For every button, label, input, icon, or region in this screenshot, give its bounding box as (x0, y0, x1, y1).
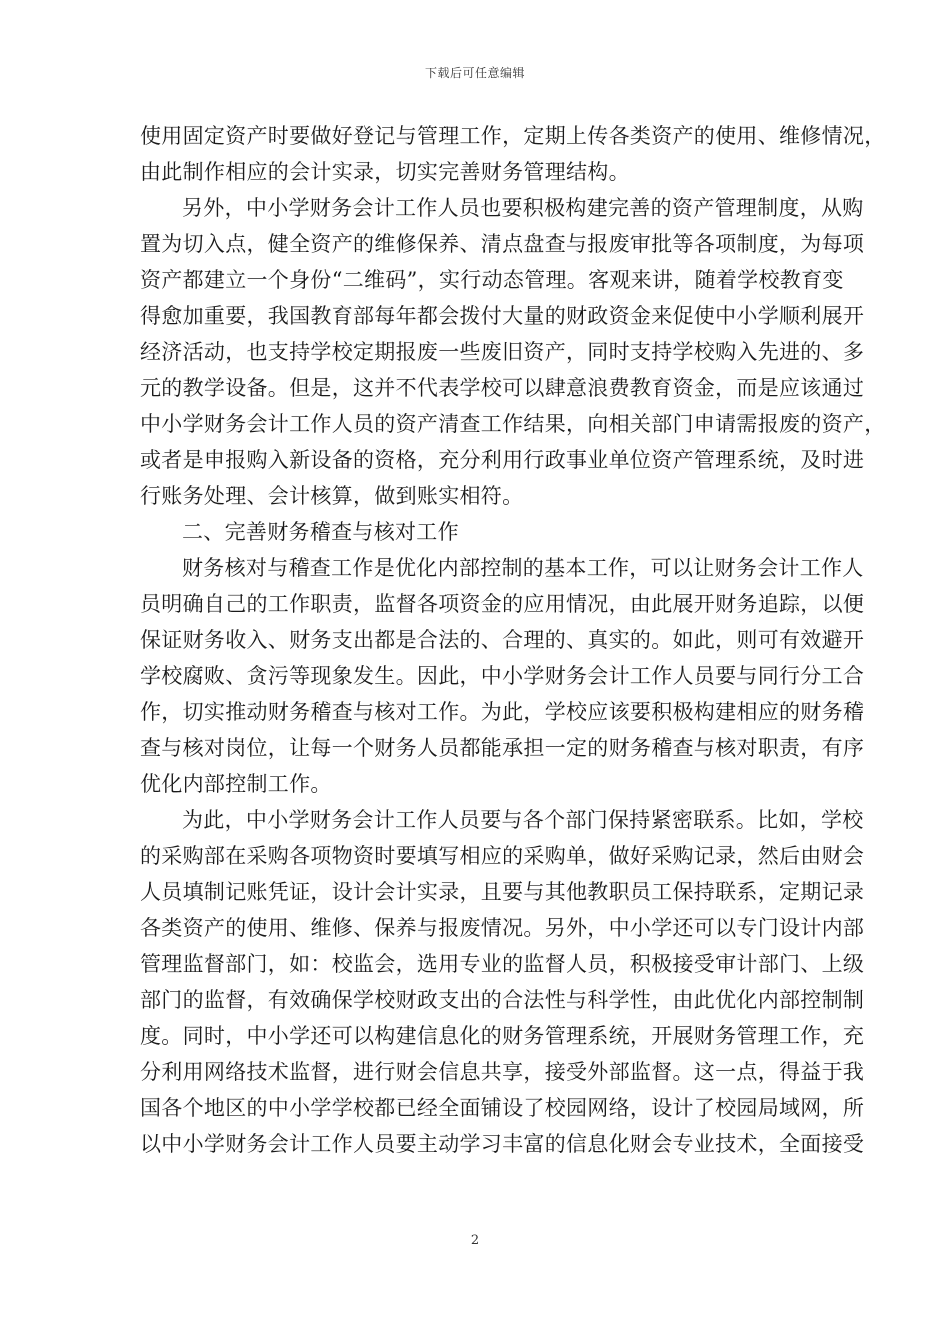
paragraph-first-line: 另外，中小学财务会计工作人员也要积极构建完善的资产管理制度，从购 (182, 196, 864, 220)
text-line: 优化内部控制工作。 (140, 772, 332, 796)
paragraph-first-line: 为此，中小学财务会计工作人员要与各个部门保持紧密联系。比如，学校 (182, 808, 864, 832)
text-line: 以中小学财务会计工作人员要主动学习丰富的信息化财会专业技术，全面接受 (140, 1132, 865, 1156)
text-line: 或者是申报购入新设备的资格，充分利用行政事业单位资产管理系统，及时进 (140, 448, 865, 472)
text-line: 置为切入点，健全资产的维修保养、清点盘查与报废审批等各项制度，为每项 (140, 232, 865, 256)
text-line: 分利用网络技术监督，进行财会信息共享，接受外部监督。这一点，得益于我 (140, 1060, 865, 1084)
text-line: 度。同时，中小学还可以构建信息化的财务管理系统，开展财务管理工作，充 (140, 1024, 865, 1048)
text-line: 行账务处理、会计核算，做到账实相符。 (140, 484, 524, 508)
text-line: 的采购部在采购各项物资时要填写相应的采购单，做好采购记录，然后由财会 (140, 844, 865, 868)
text-line: 部门的监督，有效确保学校财政支出的合法性与科学性，由此优化内部控制制 (140, 988, 865, 1012)
document-body (140, 118, 886, 1162)
text-line: 各类资产的使用、维修、保养与报废情况。另外，中小学还可以专门设计内部 (140, 916, 865, 940)
text-line: 由此制作相应的会计实录，切实完善财务管理结构。 (140, 160, 630, 184)
text-line: 学校腐败、贪污等现象发生。因此，中小学财务会计工作人员要与同行分工合 (140, 664, 865, 688)
text-line: 保证财务收入、财务支出都是合法的、合理的、真实的。如此，则可有效避开 (140, 628, 865, 652)
text-line: 中小学财务会计工作人员的资产清查工作结果，向相关部门申请需报废的资产， (140, 412, 886, 436)
text-line: 国各个地区的中小学学校都已经全面铺设了校园网络，设计了校园局域网，所 (140, 1096, 865, 1120)
text-line: 管理监督部门，如：校监会，选用专业的监督人员，积极接受审计部门、上级 (140, 952, 865, 976)
page-header: 下载后可任意编辑 (424, 66, 525, 80)
text-line: 人员填制记账凭证，设计会计实录，且要与其他教职员工保持联系，定期记录 (140, 880, 865, 904)
section-heading: 二、完善财务稽查与核对工作 (182, 520, 459, 544)
text-line: 员明确自己的工作职责，监督各项资金的应用情况，由此展开财务追踪，以便 (140, 592, 865, 616)
text-line: 作，切实推动财务稽查与核对工作。为此，学校应该要积极构建相应的财务稽 (140, 700, 865, 724)
page-number: 2 (470, 1233, 480, 1248)
text-line: 使用固定资产时要做好登记与管理工作，定期上传各类资产的使用、维修情况， (140, 124, 886, 148)
paragraph-first-line: 财务核对与稽查工作是优化内部控制的基本工作，可以让财务会计工作人 (182, 556, 864, 580)
text-line: 经济活动，也支持学校定期报废一些废旧资产，同时支持学校购入先进的、多 (140, 340, 865, 364)
text-line: 资产都建立一个身份“二维码”，实行动态管理。客观来讲，随着学校教育变 (140, 268, 844, 292)
text-line: 查与核对岗位，让每一个财务人员都能承担一定的财务稽查与核对职责，有序 (140, 736, 865, 760)
text-line: 得愈加重要，我国教育部每年都会拨付大量的财政资金来促使中小学顺利展开 (140, 304, 865, 328)
text-line: 元的教学设备。但是，这并不代表学校可以肆意浪费教育资金，而是应该通过 (140, 376, 865, 400)
